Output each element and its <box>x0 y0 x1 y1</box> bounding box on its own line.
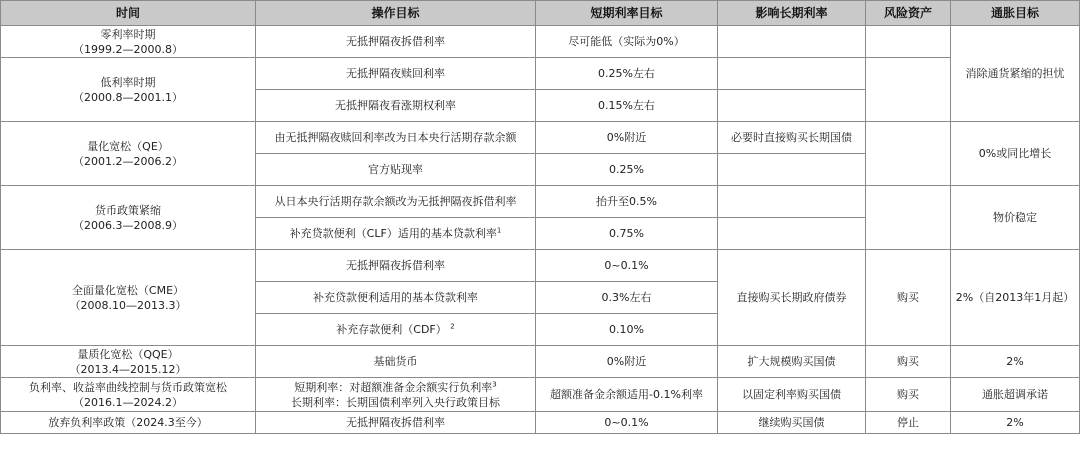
short-rate-cell: 0.75% <box>536 218 718 250</box>
period-name: 量质化宽松（QQE） <box>77 347 179 361</box>
footnote-marker: 3 <box>492 379 497 388</box>
header-operation-target: 操作目标 <box>256 1 536 26</box>
operation-target-cell: 无抵押隔夜拆借利率 <box>256 250 536 282</box>
footnote-marker: 1 <box>496 226 502 235</box>
risk-asset-cell <box>866 186 951 250</box>
table-row <box>1 346 1080 378</box>
period-range: （2001.2—2006.2） <box>73 154 183 168</box>
period-range: （2008.10—2013.3） <box>69 298 187 312</box>
short-rate-cell: 0~0.1% <box>536 250 718 282</box>
long-rate-cell: 必要时直接购买长期国债 <box>718 122 866 154</box>
short-rate-cell: 0%附近 <box>536 346 718 378</box>
table-row <box>1 26 1080 58</box>
header-row <box>1 1 1080 26</box>
period-cell <box>1 186 256 250</box>
operation-target-text: 补充贷款便利（CLF）适用的基本贷款利率 <box>289 227 497 240</box>
short-rate-cell: 抬升至0.5% <box>536 186 718 218</box>
table-row <box>1 250 1080 282</box>
period-name: 全面量化宽松（CME） <box>71 283 185 297</box>
period-name: 负利率、收益率曲线控制与货币政策宽松 <box>29 380 227 394</box>
inflation-cell: 2% <box>951 346 1080 378</box>
operation-target-cell <box>256 378 536 412</box>
footnote-marker: 2 <box>450 322 455 331</box>
risk-asset-cell <box>866 122 951 186</box>
operation-target-cell: 基础货币 <box>256 346 536 378</box>
period-name: 货币政策紧缩 <box>95 203 161 217</box>
operation-target-cell <box>256 218 536 250</box>
long-rate-cell <box>718 154 866 186</box>
inflation-cell: 消除通货紧缩的担忧 <box>951 26 1080 122</box>
period-name: 放弃负利率政策（2024.3至今） <box>48 416 208 429</box>
table-row <box>1 186 1080 218</box>
operation-target-cell: 无抵押隔夜拆借利率 <box>256 26 536 58</box>
operation-target-cell: 补充贷款便利适用的基本贷款利率 <box>256 282 536 314</box>
long-rate-cell: 直接购买长期政府债券 <box>718 250 866 346</box>
risk-asset-cell: 购买 <box>866 378 951 412</box>
table-row <box>1 378 1080 412</box>
table-row <box>1 412 1080 434</box>
period-cell <box>1 26 256 58</box>
short-rate-cell: 超额准备金余额适用-0.1%利率 <box>536 378 718 412</box>
long-rate-cell: 扩大规模购买国债 <box>718 346 866 378</box>
operation-target-cell: 官方贴现率 <box>256 154 536 186</box>
short-rate-cell: 0.15%左右 <box>536 90 718 122</box>
operation-target-cell: 无抵押隔夜赎回利率 <box>256 58 536 90</box>
long-rate-cell <box>718 90 866 122</box>
operation-target-line-2: 长期利率：长期国债利率列入央行政策目标 <box>291 395 500 409</box>
period-name: 低利率时期 <box>100 75 156 89</box>
period-name: 零利率时期 <box>100 27 156 41</box>
inflation-cell: 通胀超调承诺 <box>951 378 1080 412</box>
period-name: 量化宽松（QE） <box>87 139 169 153</box>
short-rate-cell: 0.25% <box>536 154 718 186</box>
period-range: （2006.3—2008.9） <box>73 218 183 232</box>
header-period: 时间 <box>1 1 256 26</box>
risk-asset-cell: 购买 <box>866 346 951 378</box>
period-cell <box>1 122 256 186</box>
operation-target-cell <box>256 314 536 346</box>
short-rate-cell: 0.10% <box>536 314 718 346</box>
operation-target-cell: 无抵押隔夜拆借利率 <box>256 412 536 434</box>
long-rate-cell <box>718 218 866 250</box>
period-cell <box>1 58 256 122</box>
operation-target-line-1: 短期利率：对超额准备金余额实行负利率$^3$ <box>294 379 497 394</box>
risk-asset-cell <box>866 58 951 122</box>
table-row <box>1 122 1080 154</box>
header-long-rate-influence: 影响长期利率 <box>718 1 866 26</box>
period-range: （2016.1—2024.2） <box>73 395 183 409</box>
short-rate-cell: 0~0.1% <box>536 412 718 434</box>
operation-target-cell: 无抵押隔夜看涨期权利率 <box>256 90 536 122</box>
long-rate-cell <box>718 26 866 58</box>
period-range: （2013.4—2015.12） <box>69 362 187 376</box>
header-short-rate-target: 短期利率目标 <box>536 1 718 26</box>
inflation-cell: 0%或同比增长 <box>951 122 1080 186</box>
short-rate-cell: 0.25%左右 <box>536 58 718 90</box>
long-rate-cell <box>718 186 866 218</box>
inflation-cell: 物价稳定 <box>951 186 1080 250</box>
period-range: （1999.2—2000.8） <box>73 42 183 56</box>
risk-asset-cell <box>866 26 951 58</box>
period-cell <box>1 378 256 412</box>
inflation-cell: 2% <box>951 412 1080 434</box>
period-cell <box>1 346 256 378</box>
long-rate-cell: 继续购买国债 <box>718 412 866 434</box>
inflation-cell: 2%（自2013年1月起） <box>951 250 1080 346</box>
long-rate-cell <box>718 58 866 90</box>
operation-target-text: 补充存款便利（CDF） <box>336 323 447 336</box>
risk-asset-cell: 购买 <box>866 250 951 346</box>
header-inflation-target: 通胀目标 <box>951 1 1080 26</box>
header-risk-assets: 风险资产 <box>866 1 951 26</box>
period-cell <box>1 250 256 346</box>
short-rate-cell: 0%附近 <box>536 122 718 154</box>
operation-target-cell: 由无抵押隔夜赎回利率改为日本央行活期存款余额 <box>256 122 536 154</box>
operation-target-cell: 从日本央行活期存款余额改为无抵押隔夜拆借利率 <box>256 186 536 218</box>
period-range: （2000.8—2001.1） <box>73 90 183 104</box>
short-rate-cell: 尽可能低（实际为0%） <box>536 26 718 58</box>
period-cell <box>1 412 256 434</box>
table-row <box>1 58 1080 90</box>
short-rate-cell: 0.3%左右 <box>536 282 718 314</box>
long-rate-cell: 以固定利率购买国债 <box>718 378 866 412</box>
risk-asset-cell: 停止 <box>866 412 951 434</box>
